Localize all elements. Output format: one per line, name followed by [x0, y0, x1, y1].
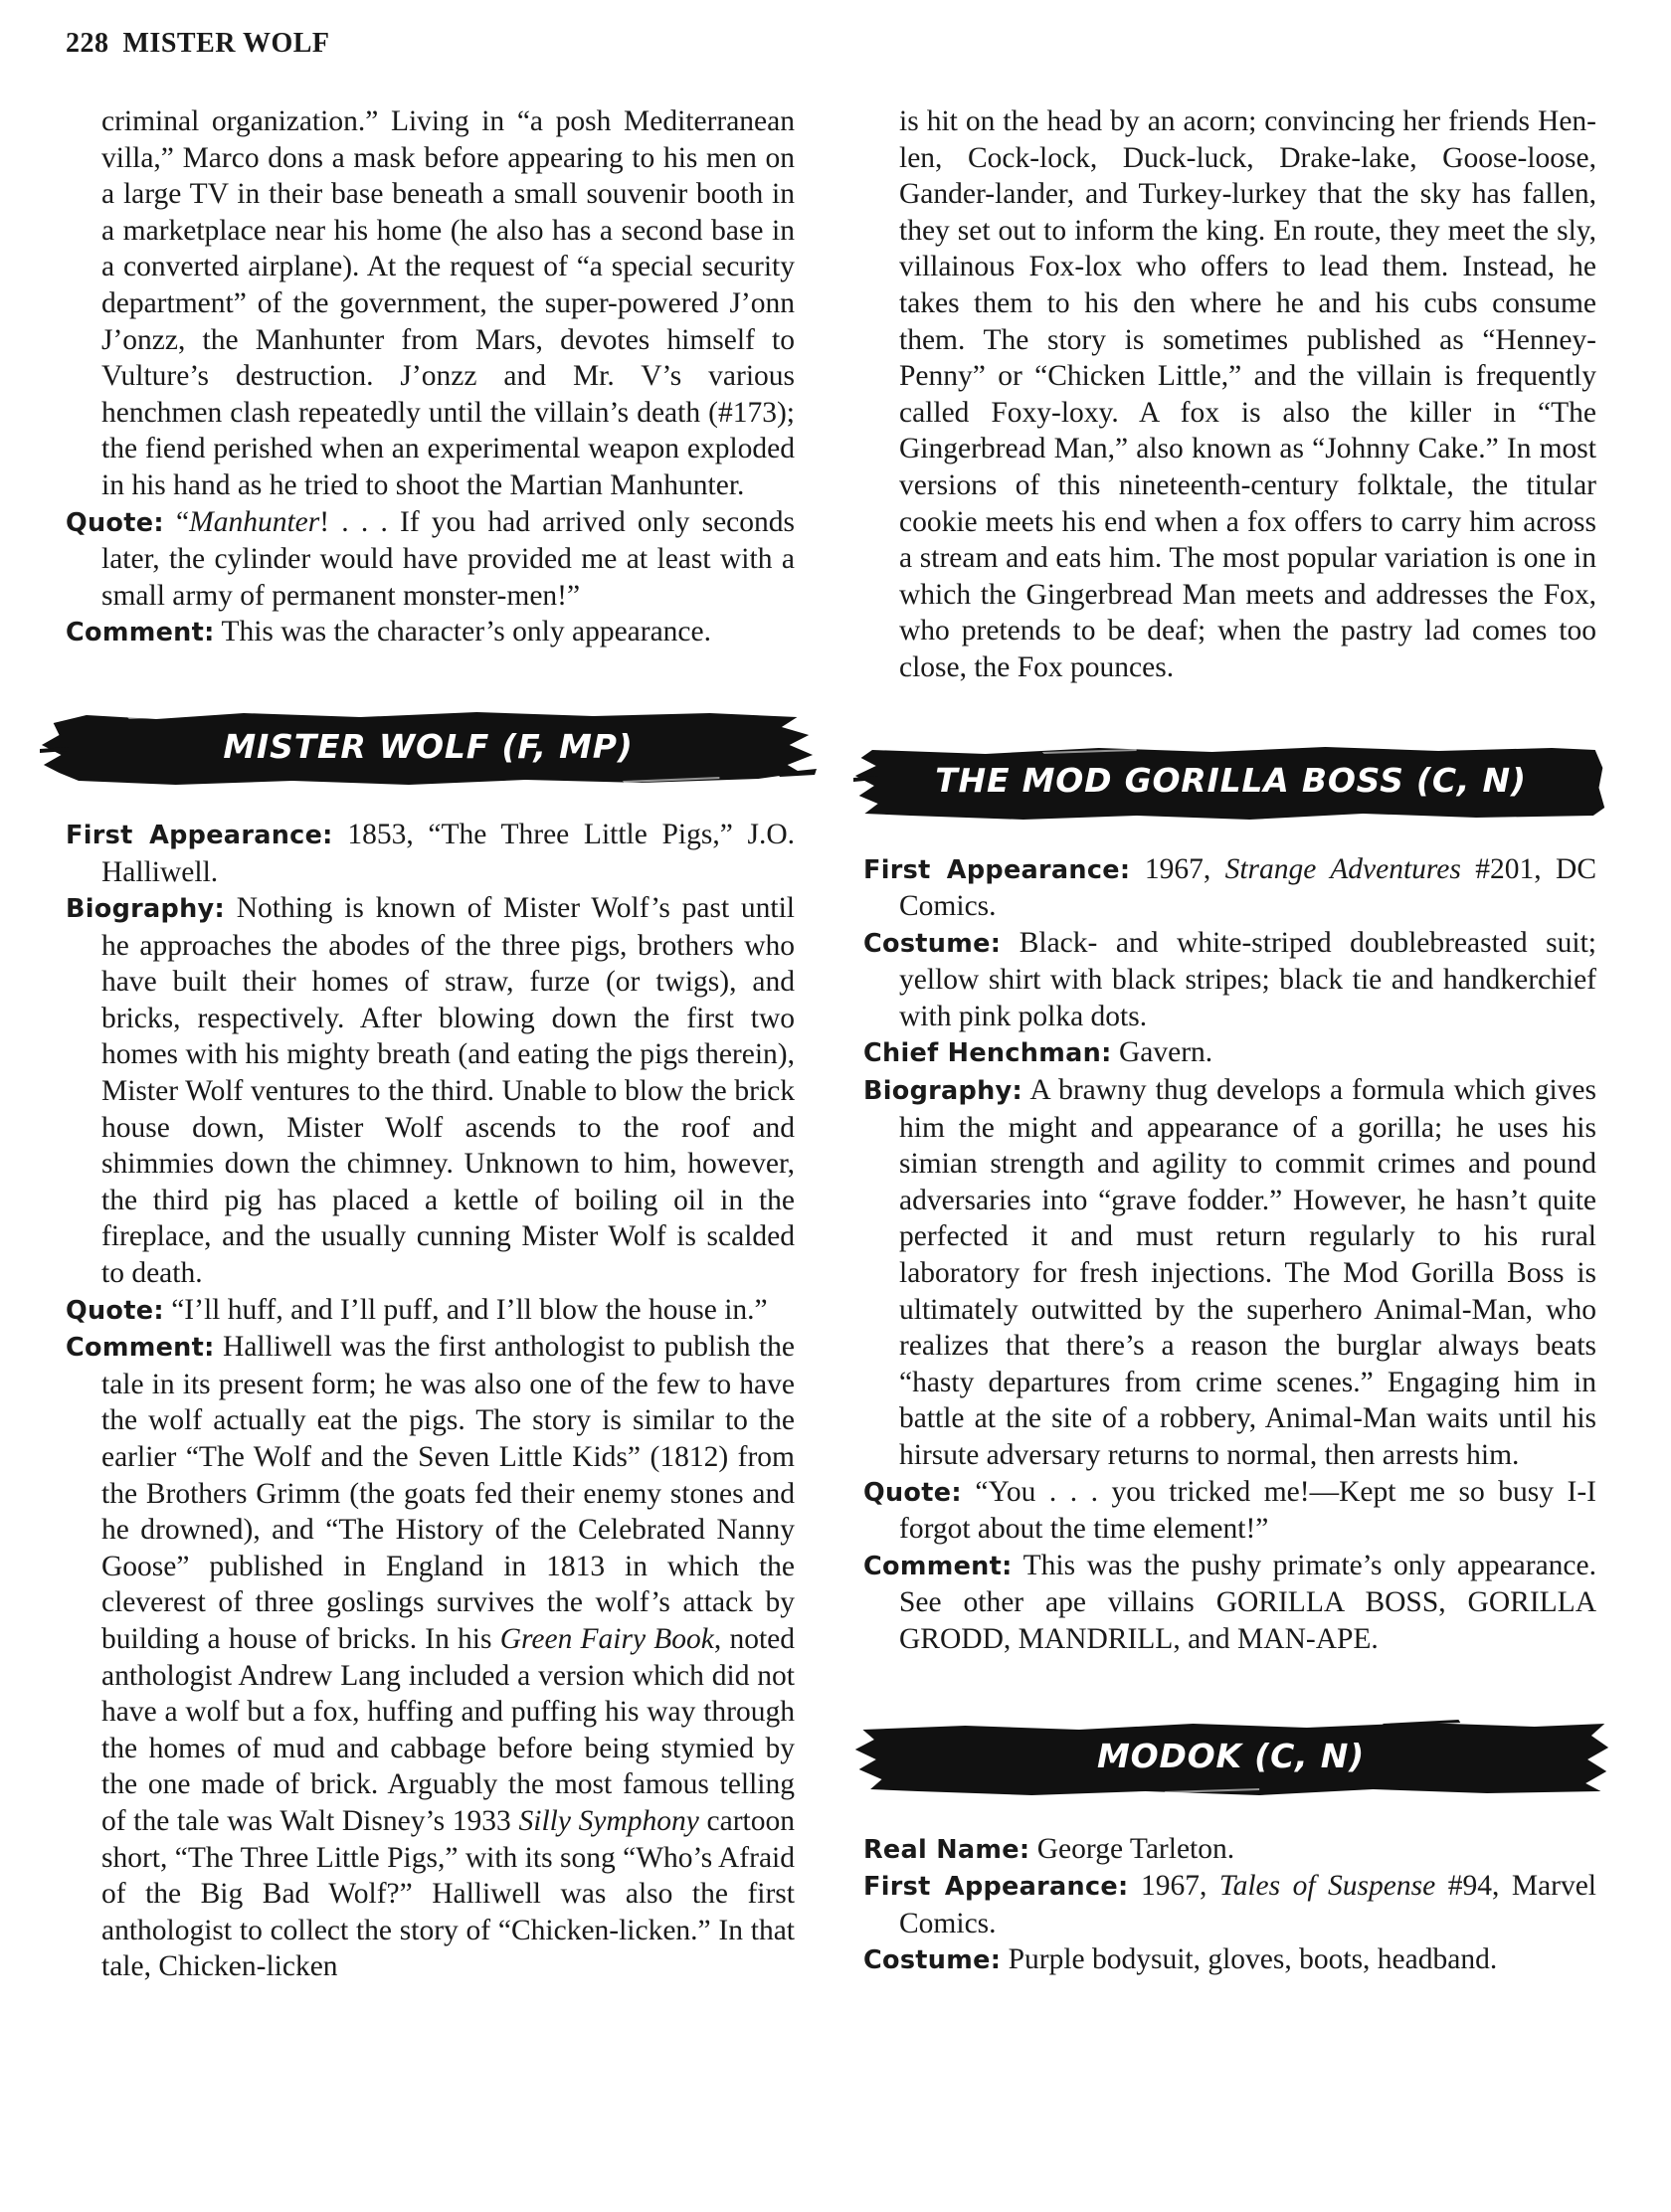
mod-gorilla-boss-first-appearance [863, 851, 1596, 925]
first-appearance-italic: Strange Adventures [1224, 852, 1461, 885]
biography-label: Biography: [66, 894, 225, 925]
page-number: 228 [66, 28, 109, 59]
modok-real-name [863, 1831, 1596, 1869]
running-title: MISTER WOLF [122, 28, 330, 59]
henchman-label: Chief Henchman: [863, 1038, 1112, 1069]
mister-wolf-first-appearance [66, 817, 795, 890]
quote-label: Quote: [863, 1477, 962, 1508]
comment-text-1: Halliwell was the first anthologist to publish the tale in its present form; he was also one of the few to have the wolf actually eat the pigs. The story is similar to the earlier “The Wolf and the Seven Little Kids” (1812) from the Brothers Grimm (the goats fed their enemy stones and he drowned), and “The History of the Celebrated Nanny Goose” published in England in 1813 in which the cleverest of three goslings survives the wolf’s attack by building a house of bricks. In his [101, 1331, 795, 1655]
mod-gorilla-boss-biography [863, 1072, 1596, 1474]
biography-text: Nothing is known of Mister Wolf’s past until he approaches the abodes of the three pigs, brothers who have built their homes of straw, furze (or twigs), and bricks, respectively. After blowing down the first two homes with his mighty breath (and eating the pigs therein), Mister Wolf ventures to the third. Unable to blow the brick house down, Mister Wolf ascends to the roof and shimmies down the chimney. Unknown to him, however, the third pig has placed a kettle of boiling oil in the fireplace, and the usually cunning Mister Wolf is scalded to death. [101, 892, 795, 1290]
comment-label: Comment: [863, 1551, 1013, 1581]
biography-label: Biography: [863, 1076, 1022, 1107]
mod-gorilla-boss-comment [863, 1548, 1596, 1658]
mod-gorilla-boss-quote [863, 1474, 1596, 1548]
first-appearance-label: First Appearance: [863, 1872, 1129, 1903]
comment-text: This was the pushy primate’s only appearance. See other ape villains GORILLA BOSS, GORILLA GRODD, MANDRILL, and MAN-APE. [899, 1549, 1596, 1655]
first-appearance-text: 1853, “The Three Little Pigs,” J.O. Halliwell. [101, 818, 796, 888]
costume-text: Black- and white-striped doublebreasted suit; yellow shirt with black stripes; black tie and handkerchief with pink polka dots. [899, 926, 1596, 1032]
first-appearance-text-2: #94, Marvel Comics. [899, 1870, 1596, 1939]
real-name-label: Real Name: [863, 1834, 1030, 1865]
right-column [863, 103, 1596, 1979]
first-appearance-text: 1967, [1141, 1870, 1207, 1903]
quote-label: Quote: [66, 507, 164, 538]
left-column [66, 103, 795, 1985]
comment-text: This was the character’s only appearance. [221, 616, 711, 648]
comment-text-2: , noted anthologist Andrew Lang included a version which did not have a wolf but a fox, huffing and puffing his way through the homes of mud and cabbage before being stymied by the one made of brick. Arguably the most famous telling of the tale was Walt Disney’s 1933 [101, 1622, 796, 1837]
modok-costume [863, 1941, 1596, 1979]
costume-text: Purple bodysuit, gloves, boots, headband. [1008, 1943, 1498, 1976]
vulture-comment [66, 614, 795, 651]
mod-gorilla-boss-henchman [863, 1034, 1596, 1072]
quote-text: “I’ll huff, and I’ll puff, and I’ll blow the house in.” [171, 1293, 768, 1326]
first-appearance-text-2: #201, DC Comics. [899, 852, 1597, 923]
first-appearance-italic: Tales of Suspense [1218, 1870, 1436, 1903]
modok-first-appearance [863, 1868, 1596, 1941]
comment-label: Comment: [66, 1333, 215, 1364]
comment-text-3: cartoon short, “The Three Little Pigs,” with its song “Who’s Afraid of the Big Bad Wolf?” Halliwell was also the first anthologist to collect the story of “Chicken-licken.” In that tale, Chicken-licken [101, 1804, 796, 1983]
mister-wolf-heading: MISTER WOLF (F, MP) [223, 726, 634, 766]
quote-text: ! . . . If you had arrived only seconds later, the cylinder would have provided me at least with a small army of permanent monster-men!” [101, 505, 795, 612]
mister-wolf-comment [66, 1329, 795, 1985]
quote-italic: Manhunter [189, 505, 320, 538]
first-appearance-label: First Appearance: [66, 820, 333, 850]
costume-label: Costume: [863, 1945, 1002, 1976]
first-appearance-label: First Appearance: [863, 854, 1131, 885]
modok-heading: MODOK (C, N) [1096, 1737, 1366, 1776]
vulture-quote: Quote: “Manhunter! . . . If you had arrived only seconds later, the cylinder would have provided me at least with a small army of permanent monster-men!” [66, 505, 795, 612]
modok-heading-banner [851, 1714, 1610, 1801]
mister-wolf-quote [66, 1292, 795, 1330]
mister-wolf-biography [66, 890, 795, 1292]
quote-label: Quote: [66, 1295, 164, 1326]
comment-label: Comment: [66, 618, 215, 648]
henchman-text: Gavern. [1118, 1036, 1213, 1069]
comment-italic-1: Green Fairy Book [499, 1622, 714, 1655]
chicken-licken-continuation: is hit on the head by an acorn; convincing her friends Hen-len, Cock-lock, Duck-luck, Drake-lake, Goose-loose, Gander-lander, and Turkey-lurkey that the sky has fallen, they set out to inform the king. En route, they meet the sly, villainous Fox-lox who offers to lead them. Instead, he takes them to his den where he and his cubs consume them. The story is sometimes published as “Henney-Penny” or “Chicken Little,” and the villain is frequently called Foxy-loxy. A fox is also the killer in “The Gingerbread Man,” also known as “Johnny Cake.” In most versions of this nineteenth-century folktale, the titular cookie meets his end when a fox offers to carry him across a stream and eats him. The most popular variation is one in which the Gingerbread Man meets and addresses the Fox, who pretends to be deaf; when the pastry lad comes too close, the Fox pounces. [899, 105, 1596, 683]
quote-text: “You . . . you tricked me!—Kept me so busy I-I forgot about the time element!” [899, 1475, 1597, 1546]
costume-label: Costume: [863, 928, 1002, 959]
vulture-biography-continuation: criminal organization.” Living in “a posh Mediterranean villa,” Marco dons a mask before appearing to his men on a large TV in their base beneath a small souvenir booth in a marketplace near his home (he also has a second base in a converted airplane). At the request of “a special security department” of the government, the super-powered J’onn J’onzz, the Manhunter from Mars, devotes himself to Vulture’s destruction. J’onzz and Mr. V’s various henchmen clash repeatedly until the villain’s death (#173); the fiend perished when an experimental weapon exploded in his hand as he tried to shoot the Martian Manhunter. [101, 105, 795, 501]
mister-wolf-heading-banner [40, 703, 817, 791]
biography-text: A brawny thug develops a formula which gives him the might and appearance of a gorilla; he uses his simian strength and agility to commit crimes and pound adversaries into “grave fodder.” However, he hasn’t quite perfected it and must return regularly to his rural laboratory for fresh injections. The Mod Gorilla Boss is ultimately outwitted by the superhero Animal-Man, who realizes that there’s a reason the burglar always beats “hasty departures from crime scenes.” Engaging him in battle at the site of a robbery, Animal-Man waits until his hirsute adversary returns to normal, then arrests him. [899, 1074, 1597, 1471]
first-appearance-text: 1967, [1144, 852, 1211, 885]
mod-gorilla-boss-costume [863, 925, 1596, 1035]
mod-gorilla-boss-heading: THE MOD GORILLA BOSS (C, N) [935, 761, 1527, 801]
running-header [66, 28, 330, 60]
mod-gorilla-boss-heading-banner [853, 738, 1608, 826]
real-name-text: George Tarleton. [1036, 1832, 1235, 1865]
comment-italic-2: Silly Symphony [518, 1804, 699, 1837]
